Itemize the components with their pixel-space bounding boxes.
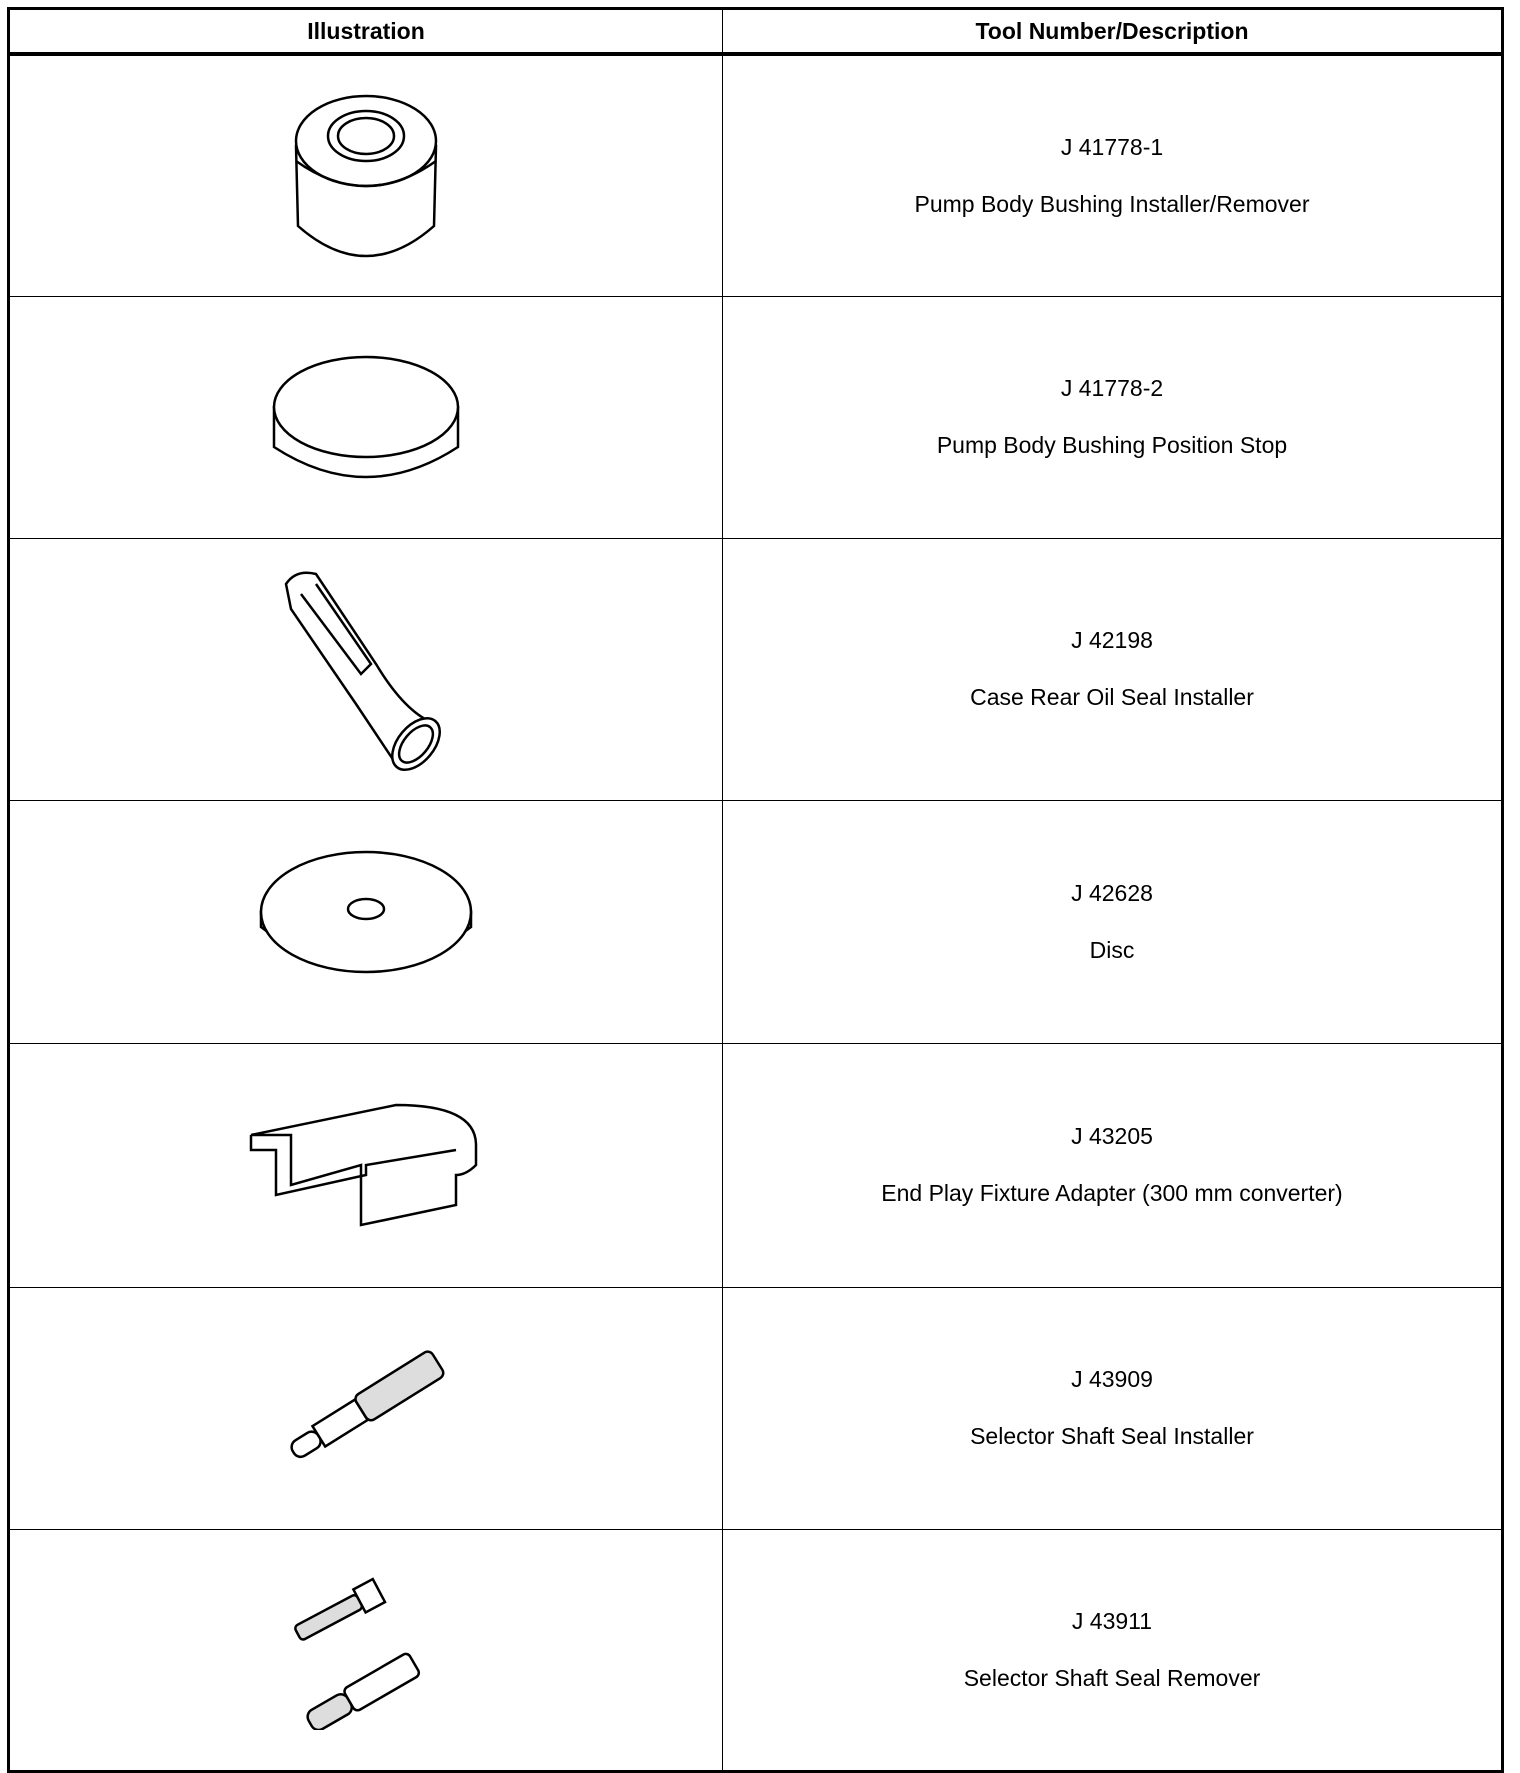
header-tool: Tool Number/Description — [723, 9, 1503, 55]
tool-number: J 42628 — [1071, 879, 1153, 906]
tool-description: Pump Body Bushing Installer/Remover — [914, 190, 1310, 217]
table-row — [9, 1529, 1503, 1771]
tool-description: Case Rear Oil Seal Installer — [970, 684, 1254, 710]
disc-icon — [256, 847, 476, 997]
table-row — [9, 800, 1503, 1043]
seal-installer-icon — [266, 564, 466, 774]
table-row — [9, 54, 1503, 296]
tool-description: Selector Shaft Seal Remover — [963, 1664, 1261, 1691]
illustration-cell — [9, 1287, 723, 1529]
tool-number: J 43909 — [1071, 1366, 1153, 1392]
tool-number: J 43205 — [1071, 1123, 1153, 1149]
illustration-cell — [9, 1529, 723, 1771]
tool-description: Pump Body Bushing Position Stop — [936, 432, 1288, 458]
tool-number: J 41778-1 — [1060, 133, 1164, 160]
illustration-cell — [9, 1043, 723, 1287]
tool-description: Disc — [1089, 936, 1135, 963]
tool-cell — [723, 54, 1503, 296]
tool-number: J 41778-2 — [1060, 375, 1164, 401]
tool-cell — [723, 1529, 1503, 1771]
illustration-cell — [9, 800, 723, 1043]
table-header — [9, 9, 1503, 55]
special-tools-table — [7, 7, 1504, 1773]
header-illustration: Illustration — [9, 9, 723, 55]
illustration-cell — [9, 296, 723, 538]
tool-cell — [723, 296, 1503, 538]
tool-number: J 42198 — [1071, 627, 1153, 653]
fixture-adapter-icon — [246, 1095, 486, 1235]
shaft-seal-installer-icon — [276, 1348, 456, 1468]
tool-cell — [723, 538, 1503, 800]
tool-cell — [723, 1043, 1503, 1287]
illustration-cell — [9, 54, 723, 296]
position-stop-icon — [266, 337, 466, 497]
table-row — [9, 296, 1503, 538]
shaft-seal-remover-icon — [286, 1570, 446, 1730]
table-row — [9, 1043, 1503, 1287]
tool-description: Selector Shaft Seal Installer — [970, 1423, 1254, 1449]
tool-cell — [723, 1287, 1503, 1529]
tool-description: End Play Fixture Adapter (300 mm converter) — [881, 1180, 1343, 1206]
bushing-installer-icon — [276, 86, 456, 266]
tool-cell — [723, 800, 1503, 1043]
table-row — [9, 1287, 1503, 1529]
table-row — [9, 538, 1503, 800]
illustration-cell — [9, 538, 723, 800]
tool-number: J 43911 — [1071, 1607, 1153, 1634]
